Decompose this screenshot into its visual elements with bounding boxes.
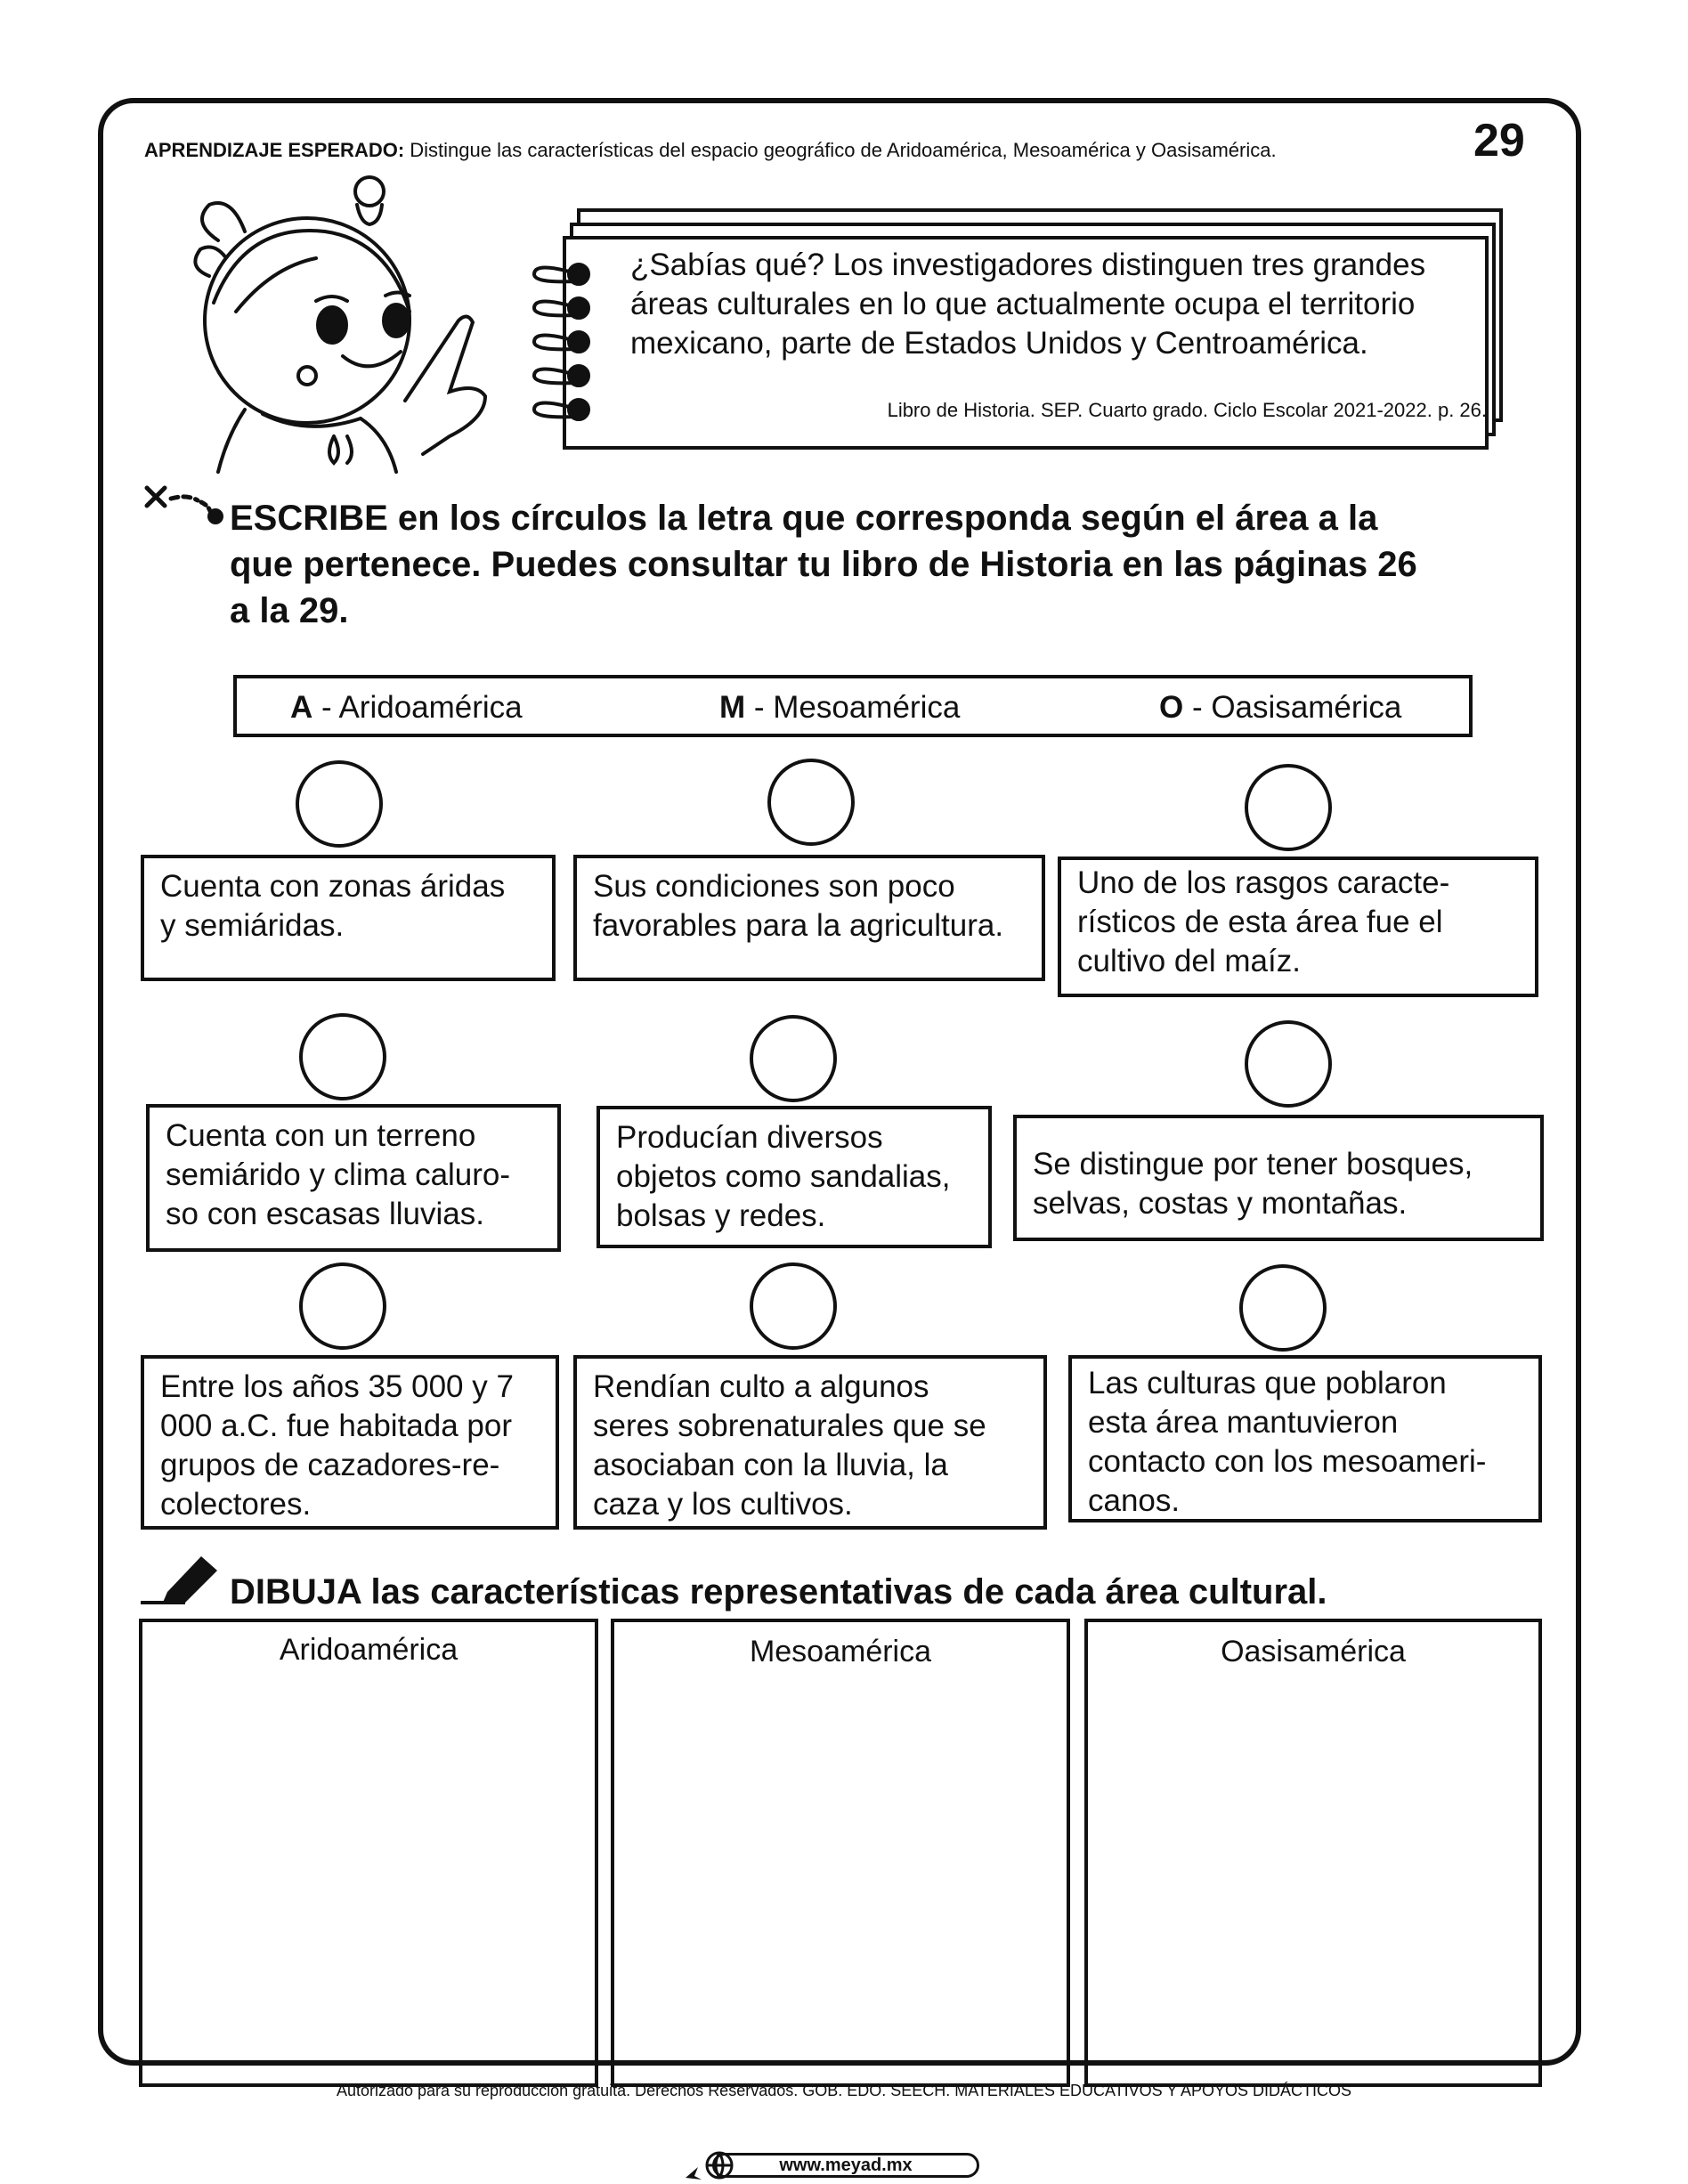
statement-card: Se distingue por tener bosques, selvas, costas y montañas.: [1013, 1115, 1544, 1241]
instruction-draw: DIBUJA las características representativas de cada área cultural.: [230, 1572, 1327, 1612]
instruction-write-line3: a la 29.: [230, 591, 349, 630]
draw-box-oasisamerica[interactable]: [1084, 1619, 1542, 2087]
answer-circle[interactable]: [1245, 764, 1332, 851]
answer-circle[interactable]: [750, 1262, 837, 1350]
spiral-binding-icon: [525, 256, 596, 426]
answer-circle[interactable]: [296, 760, 383, 848]
instruction-write-line1: ESCRIBE en los círculos la letra que corresponda según el área a la: [230, 499, 1378, 538]
legend-item-oasisamerica: O - Oasisamérica: [1159, 690, 1402, 725]
answer-circle[interactable]: [1245, 1020, 1332, 1108]
answer-circle[interactable]: [767, 759, 855, 846]
objective-label: APRENDIZAJE ESPERADO:: [144, 139, 405, 161]
draw-box-label: Aridoamérica: [279, 1633, 459, 1667]
instruction-write-line2: que pertenece. Puedes consultar tu libro de Historia en las páginas 26: [230, 545, 1417, 584]
draw-box-label: Mesoamérica: [749, 1635, 932, 1668]
note-source: Libro de Historia. SEP. Cuarto grado. Ciclo Escolar 2021-2022. p. 26.: [887, 399, 1487, 421]
girl-illustration: [183, 169, 521, 481]
draw-box-aridoamerica[interactable]: [139, 1619, 598, 2087]
draw-box-mesoamerica[interactable]: [611, 1619, 1070, 2087]
did-you-know-text: ¿Sabías qué? Los investigadores distinguen tres grandes áreas culturales en lo que actualmente ocupa el territorio mexicano, parte de Estados Unidos y Centroamérica.: [630, 248, 1426, 361]
objective-text: Distingue las características del espacio geográfico de Aridoamérica, Mesoamérica y Oasisamérica.: [410, 139, 1277, 161]
answer-circle[interactable]: [1239, 1264, 1327, 1352]
statement-card: Entre los años 35 000 y 7 000 a.C. fue habitada por grupos de cazadores-re- colectores.: [141, 1355, 559, 1530]
statement-card: Uno de los rasgos caracte- rísticos de esta área fue el cultivo del maíz.: [1058, 857, 1538, 997]
answer-circle[interactable]: [299, 1013, 386, 1100]
statement-card: Cuenta con un terreno semiárido y clima caluro- so con escasas lluvias.: [146, 1104, 561, 1252]
footer-url[interactable]: www.meyad.mx: [712, 2153, 979, 2178]
legend-item-aridoamerica: A - Aridoamérica: [290, 690, 523, 725]
statement-card: Las culturas que poblaron esta área mantuvieron contacto con los mesoameri- canos.: [1068, 1355, 1542, 1522]
footer-rights: Autorizado para su reproducción gratuita. Derechos Reservados. GOB. EDO. SEECH. MATERIALES EDUCATIVOS Y APOYOS DIDÁCTICOS: [336, 2082, 1352, 2099]
answer-circle[interactable]: [299, 1262, 386, 1350]
area-legend: [233, 675, 1473, 737]
pencil-icon: [141, 1551, 221, 1604]
statement-card: Producían diversos objetos como sandalias, bolsas y redes.: [596, 1106, 992, 1248]
legend-item-mesoamerica: M - Mesoamérica: [719, 690, 961, 725]
instruction-write: [230, 495, 1530, 634]
statement-card: Sus condiciones son poco favorables para la agricultura.: [573, 855, 1045, 981]
draw-box-label: Oasisamérica: [1221, 1635, 1406, 1668]
learning-objective: [144, 139, 1277, 162]
page-number: 29: [1473, 115, 1525, 166]
statement-card: Rendían culto a algunos seres sobrenaturales que se asociaban con la lluvia, la caza y los cultivos.: [573, 1355, 1047, 1530]
treasure-path-icon: [142, 481, 231, 525]
answer-circle[interactable]: [750, 1015, 837, 1102]
statement-card: Cuenta con zonas áridas y semiáridas.: [141, 855, 556, 981]
